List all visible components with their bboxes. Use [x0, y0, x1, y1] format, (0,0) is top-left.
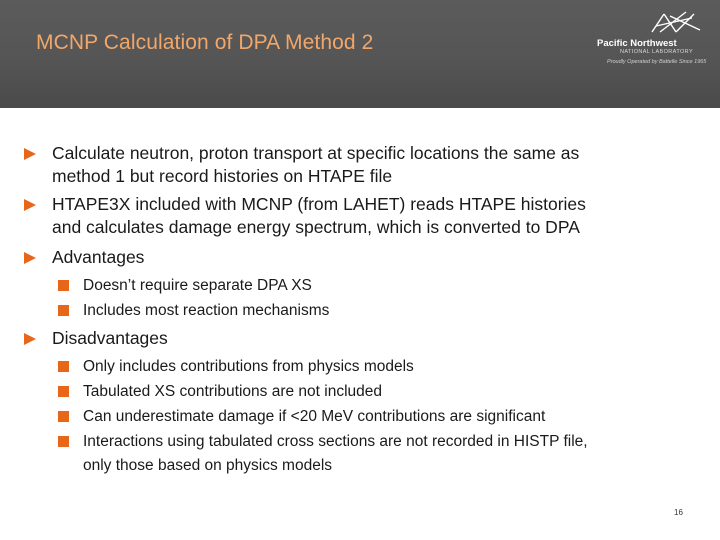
logo-tagline: Proudly Operated by Battelle Since 1965 [607, 59, 707, 65]
bullet-item-advantages [52, 246, 692, 269]
sub-bullet-text: Doesn’t require separate DPA XS [83, 277, 312, 294]
sub-bullet-item [83, 355, 693, 379]
sub-bullet-item [83, 380, 693, 404]
sub-bullet-text: Tabulated XS contributions are not included [83, 383, 383, 400]
orange-square-bullet-icon [58, 436, 69, 447]
sub-bullet-text: Can underestimate damage if <20 MeV contributions are significant [83, 408, 546, 425]
bullet-text-line: HTAPE3X included with MCNP (from LAHET) reads HTAPE histories [52, 194, 586, 214]
sub-bullet-text: Only includes contributions from physics models [83, 358, 414, 375]
bullet-text-line: Calculate neutron, proton transport at specific locations the same as [52, 143, 580, 163]
orange-square-bullet-icon [58, 280, 69, 291]
slide-header-bar [0, 0, 720, 108]
orange-square-bullet-icon [58, 305, 69, 316]
sub-bullet-item [83, 405, 693, 429]
bullet-item [52, 142, 692, 188]
sub-bullet-item [83, 299, 693, 323]
bullet-text-line: and calculates damage energy spectrum, which is converted to DPA [52, 217, 580, 237]
sub-bullet-item [83, 430, 693, 478]
sub-bullet-text: Includes most reaction mechanisms [83, 302, 330, 319]
orange-triangle-bullet-icon [24, 252, 36, 264]
bullet-text-line: Disadvantages [52, 328, 168, 348]
slide-title: MCNP Calculation of DPA Method 2 [36, 31, 374, 54]
logo-subtitle: NATIONAL LABORATORY [620, 49, 694, 55]
logo-name: Pacific Northwest [597, 38, 677, 49]
sub-bullet-text: Interactions using tabulated cross sections are not recorded in HISTP file, [83, 433, 588, 450]
orange-square-bullet-icon [58, 361, 69, 372]
orange-triangle-bullet-icon [24, 148, 36, 160]
orange-square-bullet-icon [58, 386, 69, 397]
sub-bullet-text: only those based on physics models [83, 457, 333, 474]
bullet-text-line: Advantages [52, 247, 145, 267]
bullet-text-line: method 1 but record histories on HTAPE file [52, 166, 393, 186]
orange-triangle-bullet-icon [24, 333, 36, 345]
bullet-item-disadvantages [52, 327, 692, 350]
orange-triangle-bullet-icon [24, 199, 36, 211]
sub-bullet-item [83, 274, 693, 298]
bullet-item [52, 193, 692, 239]
page-number: 16 [674, 508, 683, 517]
orange-square-bullet-icon [58, 411, 69, 422]
